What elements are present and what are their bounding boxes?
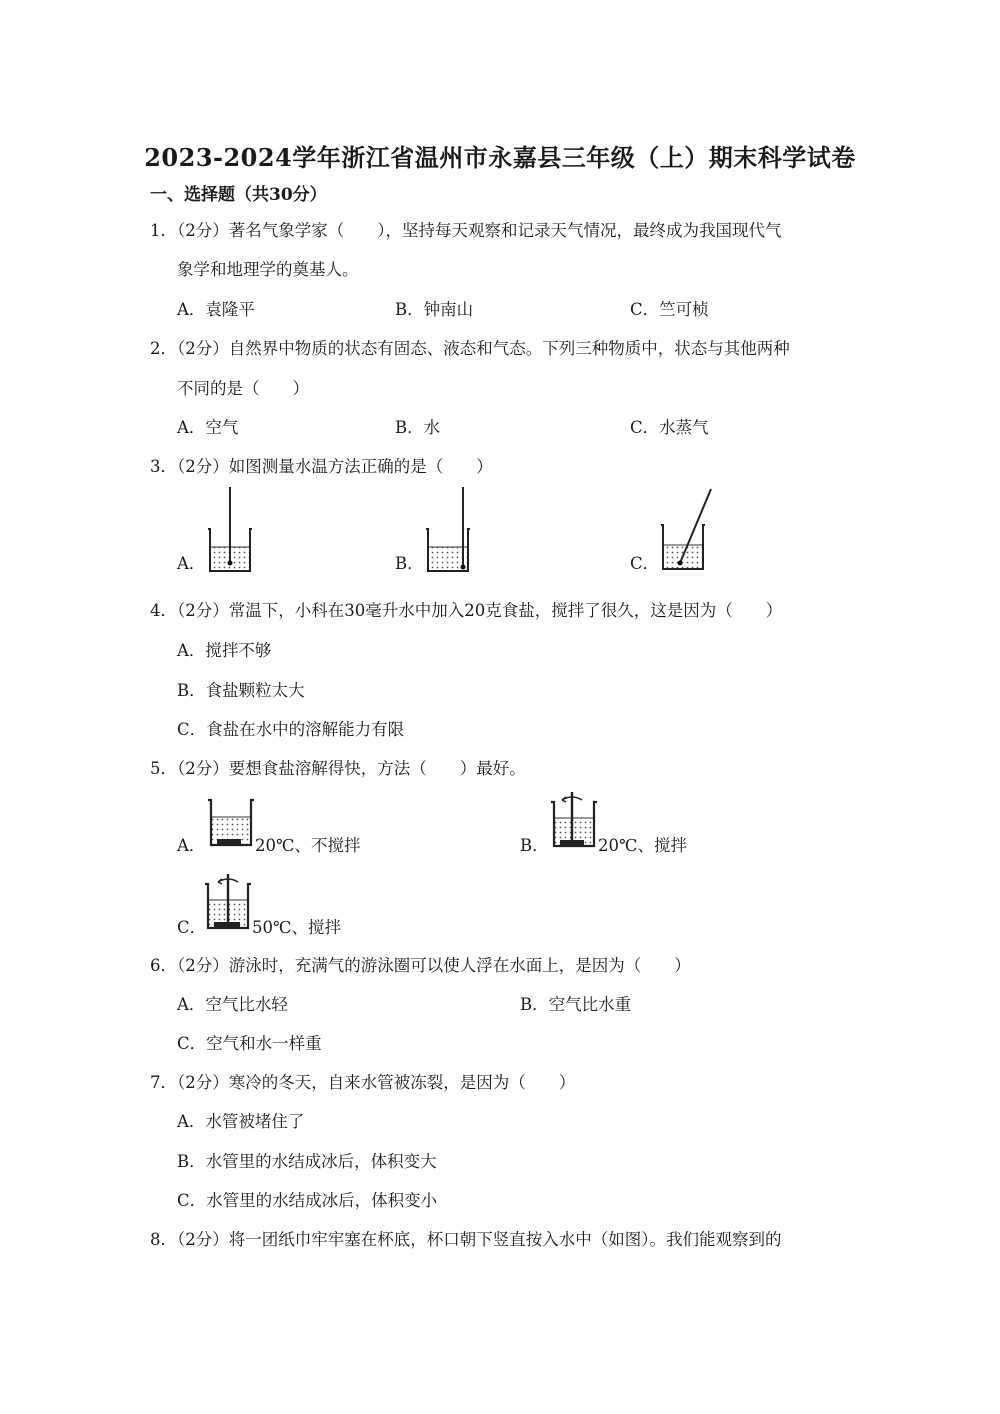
- option-a: A．袁隆平: [177, 300, 255, 319]
- option-b-text: 20℃、搅拌: [598, 836, 687, 855]
- option-a-label: A．: [177, 836, 206, 855]
- question-text: 5．（2分）要想食盐溶解得快，方法（ ）最好。: [150, 759, 526, 778]
- stirring-beaker-figure-c: [202, 872, 254, 932]
- option-c: C．水蒸气: [630, 418, 709, 437]
- option-b: B．水管里的水结成冰后，体积变大: [177, 1152, 437, 1171]
- option-c: C．食盐在水中的溶解能力有限: [177, 720, 405, 739]
- question-text: 8．（2分）将一团纸巾牢牢塞在杯底，杯口朝下竖直按入水中（如图）。我们能观察到的: [150, 1230, 782, 1249]
- option-b: B．食盐颗粒太大: [177, 681, 305, 700]
- option-a: A．空气: [177, 418, 239, 437]
- option-b: B．钟南山: [395, 300, 474, 319]
- question-text: 1．（2分）著名气象学家（ ），坚持每天观察和记录天气情况，最终成为我国现代气: [150, 221, 782, 240]
- question-text: 象学和地理学的奠基人。: [177, 260, 359, 279]
- option-c-text: 50℃、搅拌: [252, 918, 341, 937]
- option-a: A．: [177, 554, 206, 573]
- option-c: C．水管里的水结成冰后，体积变小: [177, 1191, 438, 1210]
- option-b: B．: [395, 554, 424, 573]
- thermometer-beaker-figure-c: [655, 485, 717, 575]
- option-c: C．竺可桢: [630, 300, 709, 319]
- question-text: 6．（2分）游泳时，充满气的游泳圈可以使人浮在水面上，是因为（ ）: [150, 956, 691, 975]
- beaker-figure-a: [205, 797, 257, 849]
- option-b: B．水: [395, 418, 441, 437]
- question-text: 不同的是（ ）: [177, 379, 309, 398]
- option-a: A．水管被堵住了: [177, 1112, 305, 1131]
- option-c: C．空气和水一样重: [177, 1034, 322, 1053]
- page-title: 2023-2024学年浙江省温州市永嘉县三年级（上）期末科学试卷: [144, 143, 856, 172]
- option-a-text: 20℃、不搅拌: [255, 836, 361, 855]
- stirring-beaker-figure-b: [548, 790, 600, 850]
- question-text: 4．（2分）常温下，小科在30毫升水中加入20克食盐，搅拌了很久，这是因为（ ）: [150, 601, 783, 620]
- option-a: A．搅拌不够: [177, 641, 272, 660]
- section-heading: 一、选择题（共30分）: [150, 185, 327, 205]
- option-b-label: B．: [520, 836, 549, 855]
- option-c: C．: [630, 554, 660, 573]
- question-text: 7．（2分）寒冷的冬天，自来水管被冻裂，是因为（ ）: [150, 1073, 576, 1092]
- option-b: B．空气比水重: [520, 995, 632, 1014]
- question-text: 3．（2分）如图测量水温方法正确的是（ ）: [150, 457, 493, 476]
- option-a: A．空气比水轻: [177, 995, 288, 1014]
- question-text: 2．（2分）自然界中物质的状态有固态、液态和气态。下列三种物质中，状态与其他两种: [150, 339, 790, 358]
- thermometer-beaker-figure-b: [420, 485, 476, 575]
- option-c-label: C．: [177, 918, 207, 937]
- thermometer-beaker-figure-a: [202, 485, 258, 575]
